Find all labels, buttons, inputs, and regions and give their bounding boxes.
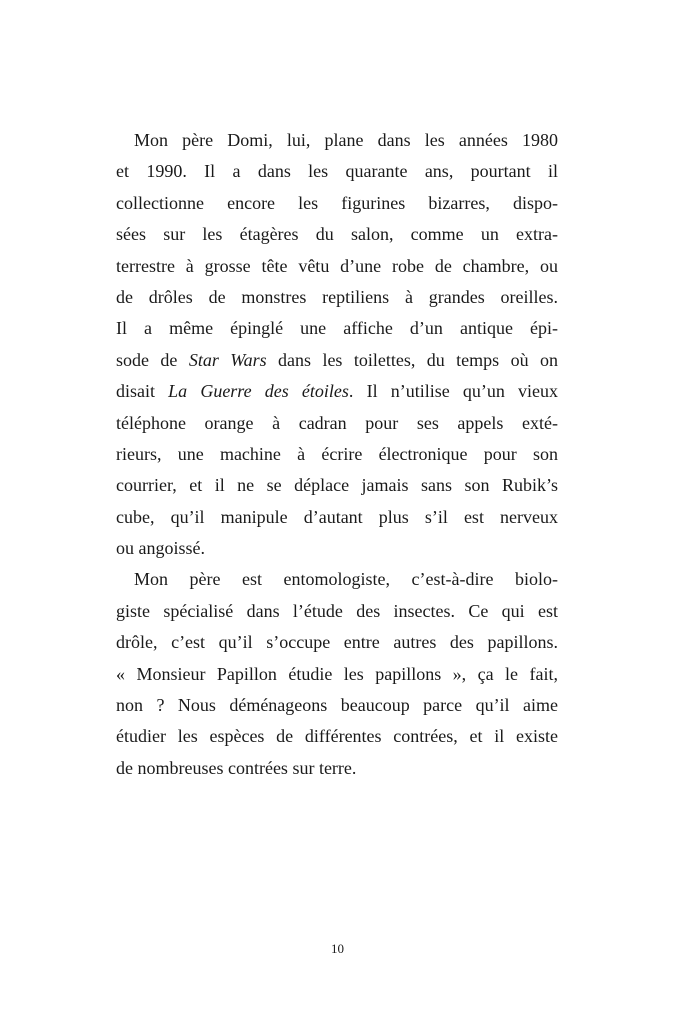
line-content [116, 444, 558, 464]
text-segment: « Monsieur Papillon étudie les papillons », ça le fait, [116, 663, 558, 684]
line-content [116, 193, 558, 213]
text-segment: et 1990. Il a dans les quarante ans, pourtant il [116, 161, 558, 182]
line-content [116, 381, 558, 401]
text-segment: courrier, et il ne se déplace jamais sans son Rubik’s [116, 475, 558, 496]
text-segment: de drôles de monstres reptiliens à grandes oreilles. [116, 286, 558, 307]
line-content [116, 695, 558, 715]
line-content [116, 224, 558, 244]
text-line [116, 156, 558, 187]
paragraph [116, 564, 558, 784]
text-segment: . Il n’utilise qu’un vieux [348, 381, 558, 402]
text-segment: étudier les espèces de différentes contrées, et il existe [116, 726, 558, 747]
line-content [116, 632, 558, 652]
line-content [116, 287, 558, 307]
line-content [116, 758, 356, 778]
text-line [116, 188, 558, 219]
text-line [116, 690, 558, 721]
text-line [116, 533, 558, 564]
text-segment: Il a même épinglé une affiche d’un antique épi- [116, 318, 558, 339]
paragraph [116, 125, 558, 564]
text-segment: Mon père Domi, lui, plane dans les années 1980 [134, 130, 558, 150]
text-line [116, 125, 558, 156]
text-segment: Mon père est entomologiste, c’est-à-dire biolo- [134, 569, 558, 590]
text-segment: sées sur les étagères du salon, comme un extra- [116, 224, 558, 245]
text-segment: de nombreuses contrées sur terre. [116, 757, 357, 778]
body-text [116, 125, 558, 784]
italic-title: La Guerre des étoiles [168, 381, 349, 402]
text-line [116, 439, 558, 470]
text-segment: sode de [116, 349, 189, 370]
text-line [116, 564, 558, 595]
page-number: 10 [331, 941, 344, 956]
text-segment: disait [116, 381, 169, 402]
line-content [134, 569, 558, 589]
italic-title: Star Wars [188, 349, 267, 370]
line-content [116, 350, 558, 370]
line-content [116, 161, 558, 181]
text-segment: cube, qu’il manipule d’autant plus s’il est nerveux [116, 506, 558, 527]
text-line [116, 282, 558, 313]
text-line [116, 721, 558, 752]
text-segment: giste spécialisé dans l’étude des insectes. Ce qui est [116, 600, 558, 621]
line-content [116, 256, 558, 276]
text-line [116, 596, 558, 627]
text-segment: terrestre à grosse tête vêtu d’une robe de chambre, ou [116, 255, 558, 276]
text-line [116, 251, 558, 282]
text-segment: collectionne encore les figurines bizarres, dispo- [116, 192, 558, 213]
text-line [116, 470, 558, 501]
text-line [116, 502, 558, 533]
text-segment: téléphone orange à cadran pour ses appels exté- [116, 412, 558, 433]
text-line [116, 659, 558, 690]
line-content [116, 664, 558, 684]
text-line [116, 408, 558, 439]
text-segment: ou angoissé. [116, 538, 205, 559]
text-segment: dans les toilettes, du temps où on [266, 349, 559, 370]
line-content [116, 538, 205, 558]
line-content [134, 130, 558, 150]
text-line [116, 313, 558, 344]
text-line [116, 753, 558, 784]
text-segment: drôle, c’est qu’il s’occupe entre autres des papillons. [116, 632, 558, 653]
line-content [116, 726, 558, 746]
text-line [116, 627, 558, 658]
text-line [116, 345, 558, 376]
text-segment: rieurs, une machine à écrire électronique pour son [116, 443, 558, 464]
line-content [116, 507, 558, 527]
text-line [116, 219, 558, 250]
line-content [116, 413, 558, 433]
line-content [116, 601, 558, 621]
text-line [116, 376, 558, 407]
line-content [116, 475, 558, 495]
line-content [116, 318, 558, 338]
text-segment: non ? Nous déménageons beaucoup parce qu’il aime [116, 695, 558, 716]
